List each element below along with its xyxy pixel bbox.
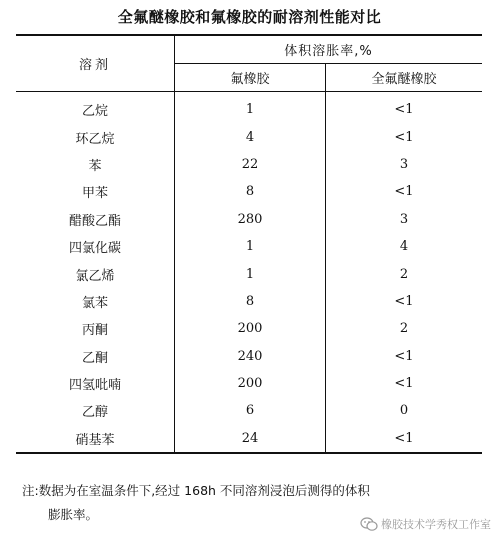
ffkm-swell-cell: <1 — [394, 348, 414, 364]
table-row — [16, 260, 482, 287]
table-title: 全氟醚橡胶和氟橡胶的耐溶剂性能对比 — [117, 8, 382, 26]
ffkm-swell-cell: 3 — [399, 156, 409, 172]
ffkm-swell-cell: <1 — [394, 293, 414, 309]
solvent-resistance-table — [16, 34, 482, 454]
solvent-cell: 甲苯 — [16, 178, 175, 205]
header-row-1 — [16, 35, 482, 64]
fkm-swell-cell: 8 — [175, 288, 326, 315]
table-row — [16, 315, 482, 342]
table-row — [16, 233, 482, 260]
solvent-cell: 硝基苯 — [16, 425, 175, 453]
ffkm-swell-cell: <1 — [394, 376, 414, 392]
fkm-swell-cell: 4 — [175, 123, 326, 150]
fkm-swell-cell: 1 — [175, 233, 326, 260]
footnote-line-2: 膨胀率。 — [48, 507, 99, 522]
table-row — [16, 92, 482, 124]
volume-swell-group-header: 体积溶胀率,% — [175, 35, 483, 64]
watermark-text: 橡胶技术学秀权工作室 — [381, 518, 491, 531]
ffkm-column-header: 全氟醚橡胶 — [326, 64, 483, 92]
fkm-swell-cell: 1 — [175, 260, 326, 287]
solvent-cell: 丙酮 — [16, 315, 175, 342]
ffkm-swell-cell: <1 — [394, 430, 414, 446]
table-row — [16, 425, 482, 453]
table-row — [16, 151, 482, 178]
fkm-swell-cell: 280 — [175, 206, 326, 233]
ffkm-swell-cell: 0 — [399, 403, 409, 419]
comparison-table-container — [16, 34, 482, 454]
fkm-column-header: 氟橡胶 — [175, 64, 326, 92]
fkm-swell-cell: 240 — [175, 343, 326, 370]
solvent-cell: 氯乙烯 — [16, 260, 175, 287]
solvent-cell: 四氯化碳 — [16, 233, 175, 260]
ffkm-swell-cell: <1 — [394, 102, 414, 118]
table-row — [16, 288, 482, 315]
footnote-line-1: 注:数据为在室温条件下,经过 168h 不同溶剂浸泡后测得的体积 — [22, 483, 370, 498]
fkm-swell-cell: 1 — [175, 92, 326, 124]
solvent-cell: 环乙烷 — [16, 123, 175, 150]
wechat-icon — [360, 517, 378, 532]
solvent-column-header: 溶剂 — [16, 35, 175, 92]
solvent-cell: 氯苯 — [16, 288, 175, 315]
table-row — [16, 123, 482, 150]
fkm-swell-cell: 22 — [175, 151, 326, 178]
table-row — [16, 397, 482, 424]
watermark — [360, 516, 491, 532]
solvent-cell: 乙酮 — [16, 343, 175, 370]
ffkm-swell-cell: 4 — [399, 239, 409, 255]
fkm-swell-cell: 24 — [175, 425, 326, 453]
table-row — [16, 370, 482, 397]
fkm-swell-cell: 200 — [175, 370, 326, 397]
solvent-cell: 乙烷 — [16, 92, 175, 124]
table-row — [16, 343, 482, 370]
fkm-swell-cell: 200 — [175, 315, 326, 342]
ffkm-swell-cell: 2 — [399, 321, 409, 337]
table-row — [16, 178, 482, 205]
ffkm-swell-cell: 2 — [399, 266, 409, 282]
fkm-swell-cell: 6 — [175, 397, 326, 424]
ffkm-swell-cell: <1 — [394, 184, 414, 200]
solvent-cell: 四氢吡喃 — [16, 370, 175, 397]
solvent-cell: 乙醇 — [16, 397, 175, 424]
table-row — [16, 206, 482, 233]
table-body — [16, 92, 482, 454]
fkm-swell-cell: 8 — [175, 178, 326, 205]
ffkm-swell-cell: <1 — [394, 129, 414, 145]
solvent-cell: 醋酸乙酯 — [16, 206, 175, 233]
solvent-cell: 苯 — [16, 151, 175, 178]
ffkm-swell-cell: 3 — [399, 211, 409, 227]
